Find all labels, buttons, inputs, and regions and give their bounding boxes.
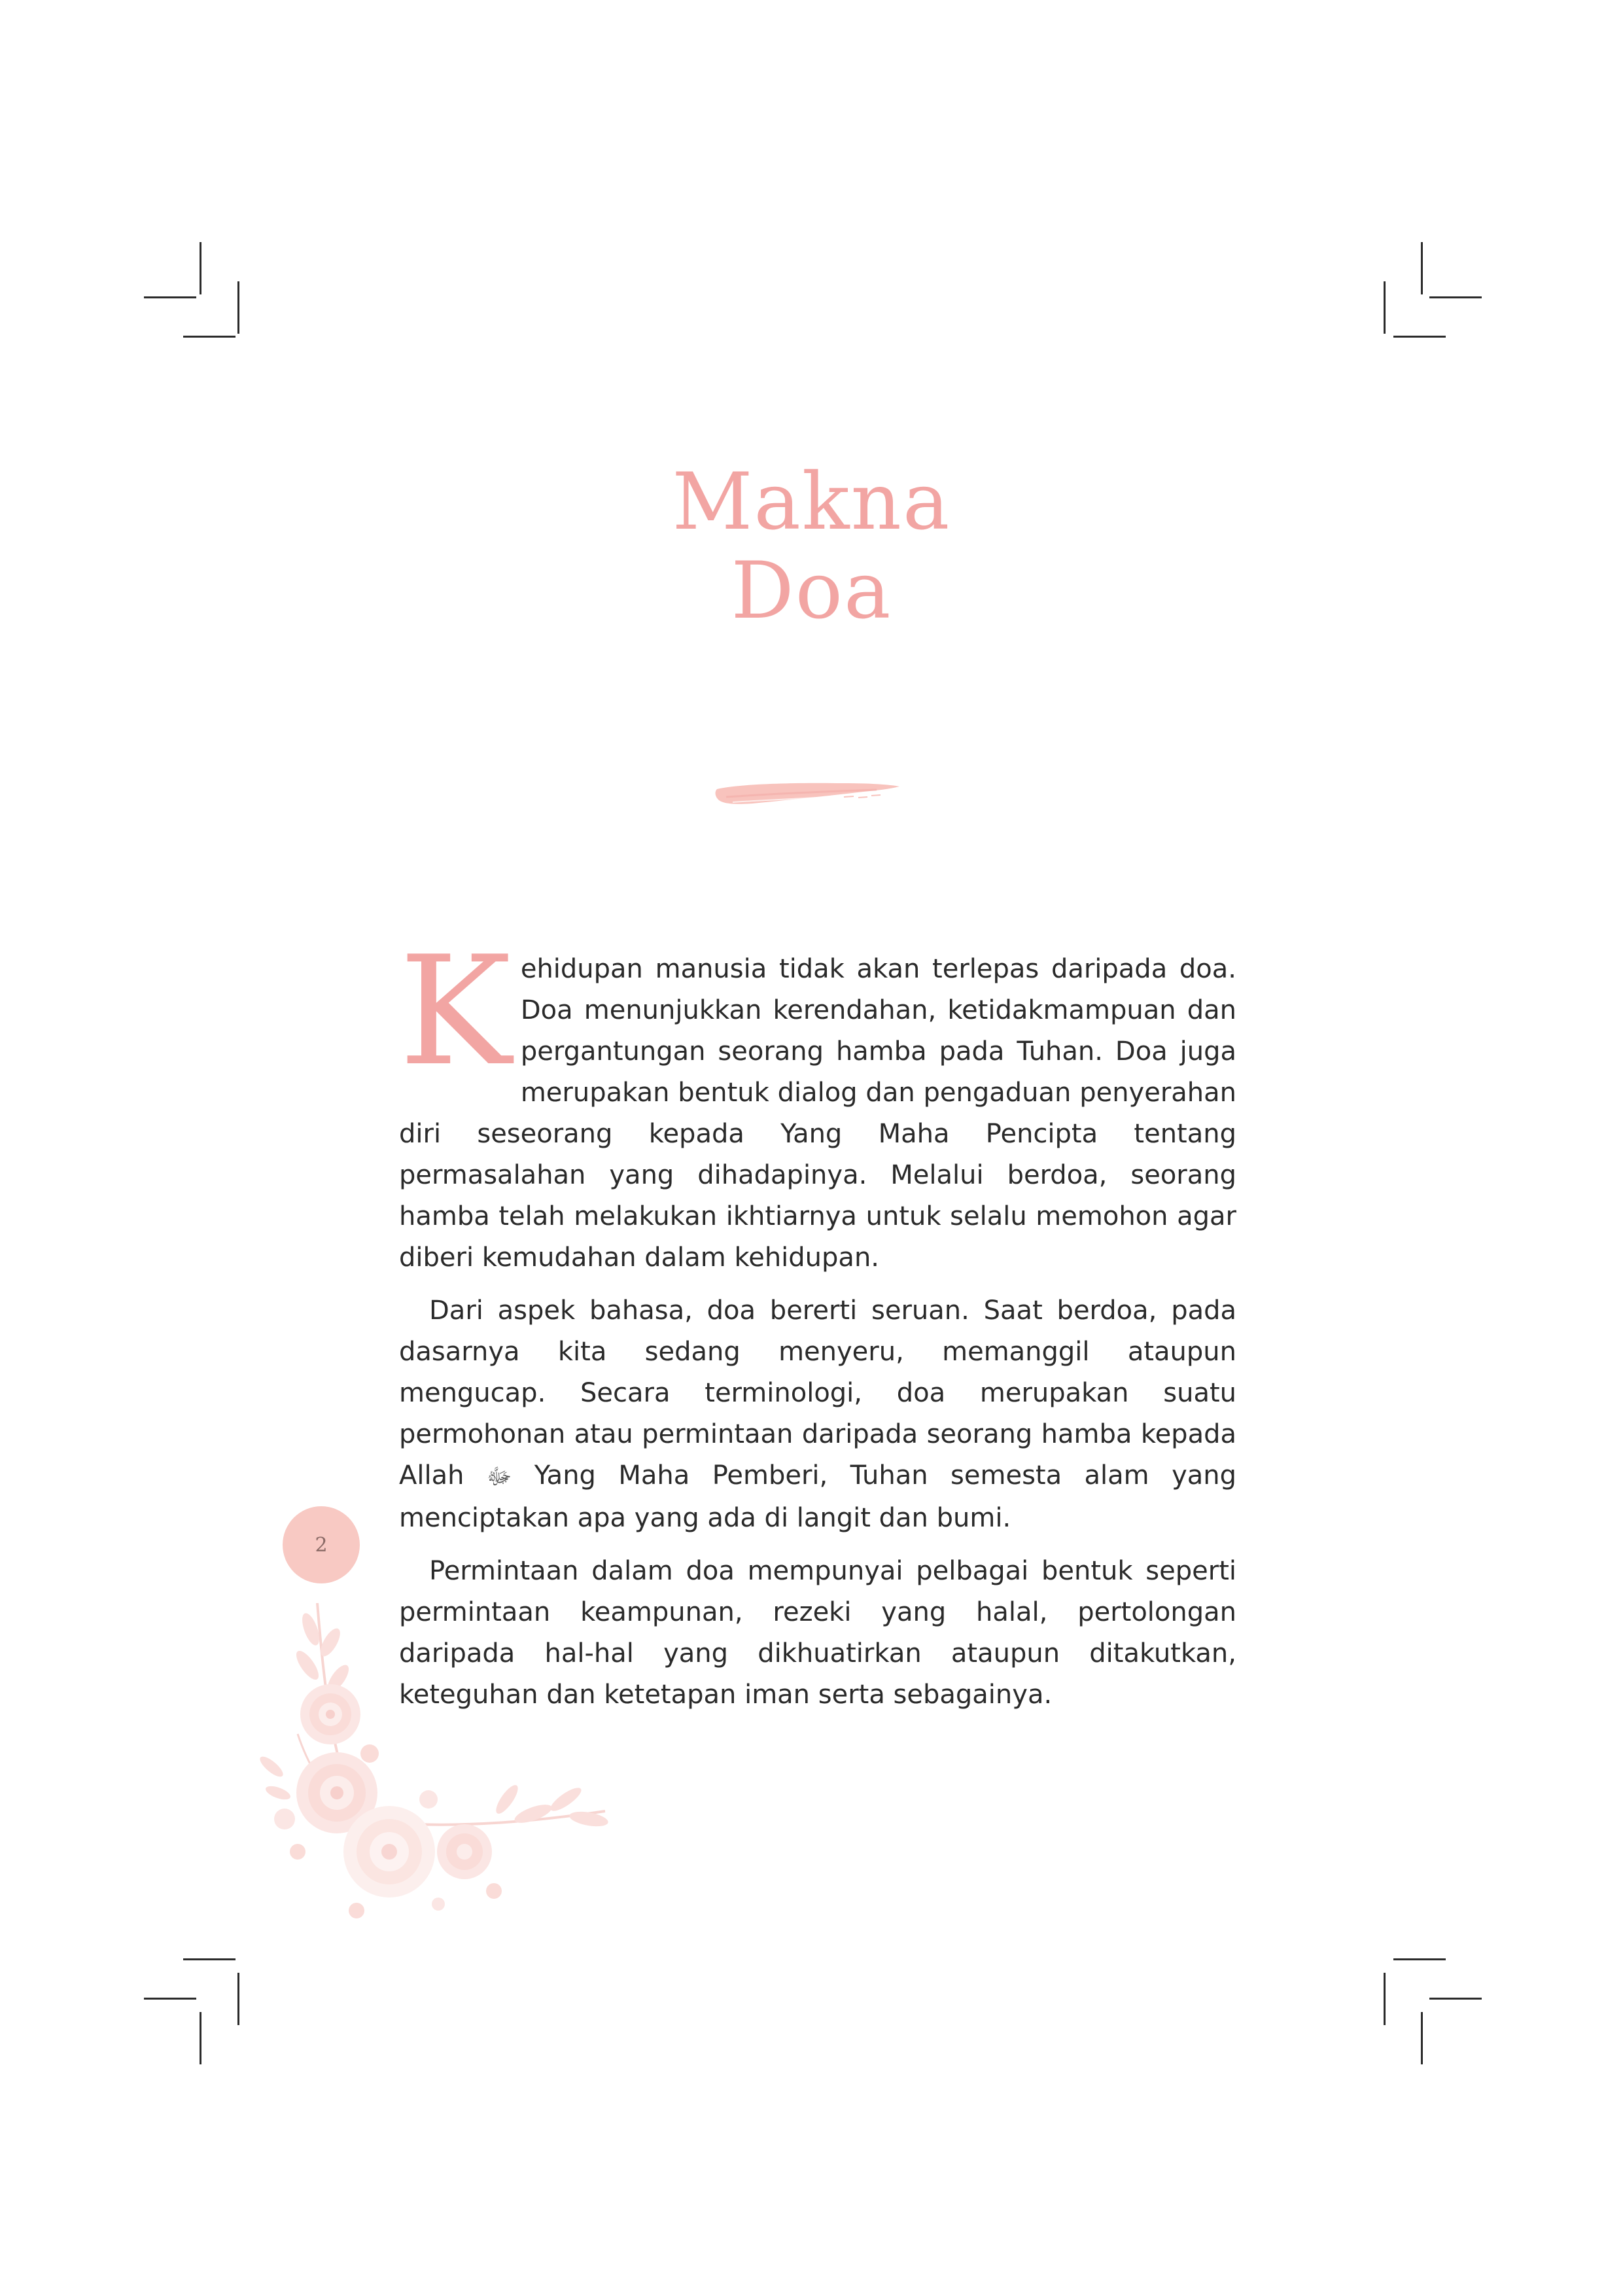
crop-mark [183,336,236,338]
crop-mark [200,242,201,294]
chapter-title-line2: Doa [731,546,892,637]
crop-mark [1429,1998,1482,2000]
crop-mark [237,281,239,334]
crop-mark [1421,2012,1423,2064]
crop-mark [1421,242,1423,294]
page-number: 2 [315,1533,328,1557]
paragraph-text: ehidupan manusia tidak akan terlepas daripada doa. Doa menunjukkan kerendahan, ketidakmampuan dan pergantungan seorang hamba pada Tuhan. Doa juga merupakan bentuk dialog dan pengaduan penyerahan diri seseorang kepada Yang Maha Pencipta tentang permasalahan yang dihadapinya. Melalui berdoa, seorang hamba telah melakukan ikhtiarnya untuk selalu memohon agar diberi kemudahan dalam kehidupan. [399,954,1236,1273]
crop-mark [144,1998,196,2000]
crop-mark [237,1973,239,2025]
crop-mark [1384,281,1386,334]
crop-mark [183,1958,236,1960]
crop-mark [1429,296,1482,298]
crop-mark [1393,336,1446,338]
jalla-jalaluhu-symbol: ﷻ [486,1464,512,1490]
crop-mark [200,2012,201,2064]
paragraph-text: Dari aspek bahasa, doa bererti seruan. Saat berdoa, pada dasarnya kita sedang menyeru, memanggil ataupun mengucap. Secara terminologi, doa merupakan suatu permohonan atau permintaan daripada seorang hamba kepada Allah [399,1296,1236,1491]
page-number-badge [283,1506,360,1583]
crop-mark [1384,1973,1386,2025]
chapter-title [0,458,1623,636]
floral-decoration-icon [258,1603,625,1943]
crop-mark [144,296,196,298]
paragraph [399,925,1236,1279]
crop-mark [1393,1958,1446,1960]
drop-cap: K [399,925,512,1099]
paragraph [399,1290,1236,1539]
paragraph-text: Yang Maha Pemberi, Tuhan semesta alam yang menciptakan apa yang ada di langit dan bumi. [399,1460,1237,1533]
chapter-title-line1: Makna [672,457,951,548]
paragraph-text: Permintaan dalam doa mempunyai pelbagai bentuk seperti permintaan keampunan, rezeki yang halal, pertolongan daripada hal-hal yang dikhuatirkan ataupun ditakutkan, keteguhan dan ketetapan iman serta sebagainya. [399,1556,1236,1710]
brush-stroke-divider [713,777,903,814]
